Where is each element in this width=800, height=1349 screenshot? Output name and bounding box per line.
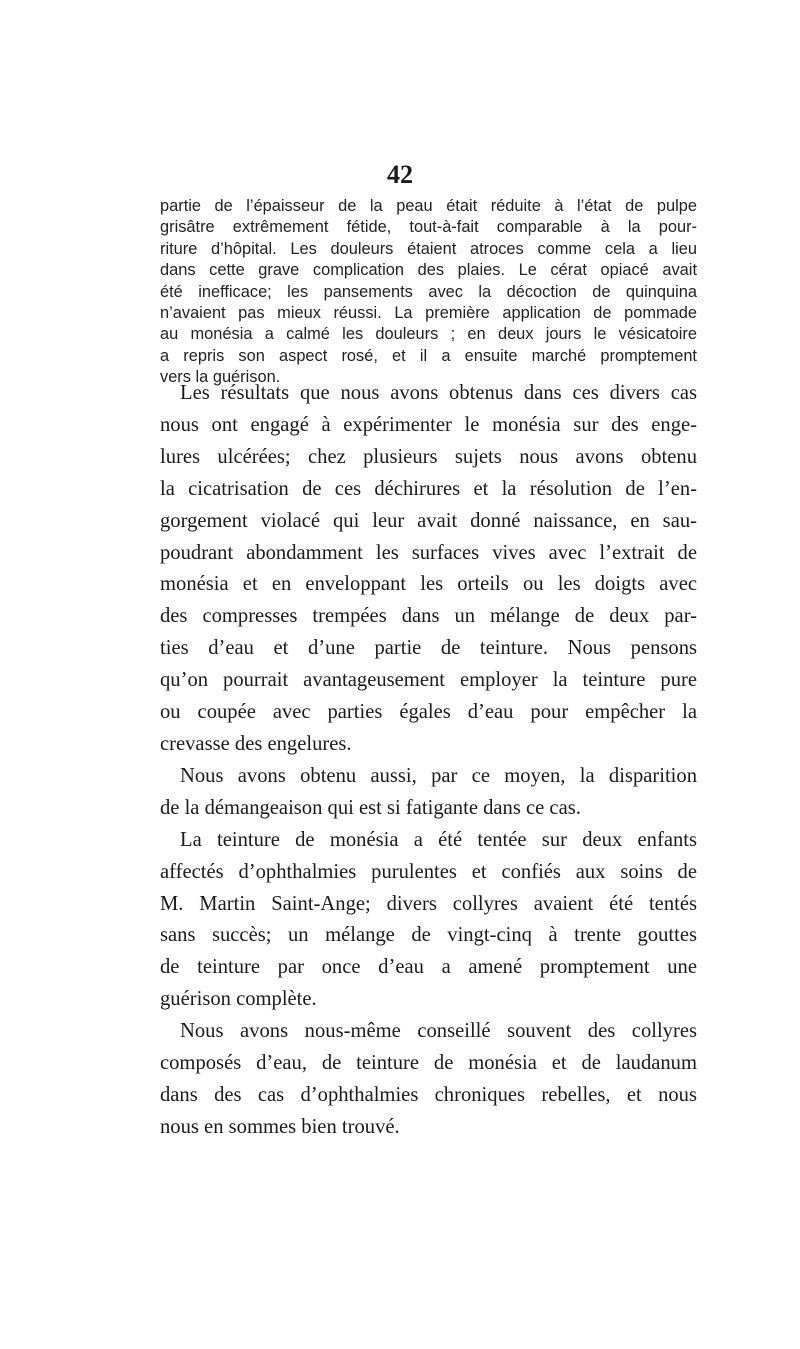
text-line: dans cette grave complication des plaies. Le cérat opiacé avait [160, 261, 697, 280]
text-line: a repris son aspect rosé, et il a ensuite marché promptement [160, 346, 697, 365]
text-line: ties d’eau et d’une partie de teinture. Nous pensons [160, 637, 697, 660]
text-line: Nous avons obtenu aussi, par ce moyen, la disparition [180, 764, 697, 787]
text-line: vers la guérison. [160, 368, 281, 387]
text-line: Nous avons nous-même conseillé souvent des collyres [180, 1020, 697, 1043]
text-line: partie de l’épaisseur de la peau était réduite à l’état de pulpe [160, 197, 697, 215]
text-line: été inefficace; les pansements avec la décoction de quinquina [160, 282, 697, 301]
text-line: grisâtre extrêmement fétide, tout-à-fait comparable à la pour- [160, 218, 697, 237]
text-line: poudrant abondamment les surfaces vives avec l’extrait de [160, 541, 697, 564]
main-body-text [160, 378, 697, 1144]
text-line: la cicatrisation de ces déchirures et la résolution de l’en- [160, 477, 697, 500]
text-line: riture d’hôpital. Les douleurs étaient atroces comme cela a lieu [160, 239, 697, 258]
text-line: des compresses trempées dans un mélange de deux par- [160, 605, 697, 628]
text-line: nous en sommes bien trouvé. [160, 1115, 400, 1138]
text-line: qu’on pourrait avantageusement employer la teinture pure [160, 669, 697, 692]
text-line: La teinture de monésia a été tentée sur deux enfants [180, 828, 697, 851]
text-line: au monésia a calmé les douleurs ; en deux jours le vésicatoire [160, 325, 697, 344]
text-line: monésia et en enveloppant les orteils ou les doigts avec [160, 573, 697, 596]
text-line: Les résultats que nous avons obtenus dans ces divers cas [180, 382, 697, 404]
text-line: affectés d’ophthalmies purulentes et confiés aux soins de [160, 860, 697, 883]
text-line: gorgement violacé qui leur avait donné naissance, en sau- [160, 509, 697, 532]
text-line: guérison complète. [160, 988, 317, 1011]
text-line: dans des cas d’ophthalmies chroniques rebelles, et nous [160, 1083, 697, 1106]
text-line: de teinture par once d’eau a amené promptement une [160, 956, 697, 979]
text-line: M. Martin Saint-Ange; divers collyres avaient été tentés [160, 892, 697, 915]
text-line: ou coupée avec parties égales d’eau pour empêcher la [160, 701, 697, 724]
text-line: lures ulcérées; chez plusieurs sujets nous avons obtenu [160, 445, 697, 468]
text-line: crevasse des engelures. [160, 732, 352, 755]
text-line: n’avaient pas mieux réussi. La première application de pommade [160, 304, 697, 323]
text-line: sans succès; un mélange de vingt-cinq à trente gouttes [160, 924, 697, 947]
paragraph-small-print [160, 196, 697, 389]
text-line: composés d’eau, de teinture de monésia et de laudanum [160, 1052, 697, 1075]
text-line: nous ont engagé à expérimenter le monésia sur des enge- [160, 413, 697, 436]
page-number: 42 [387, 160, 413, 189]
text-line: de la démangeaison qui est si fatigante dans ce cas. [160, 796, 581, 819]
